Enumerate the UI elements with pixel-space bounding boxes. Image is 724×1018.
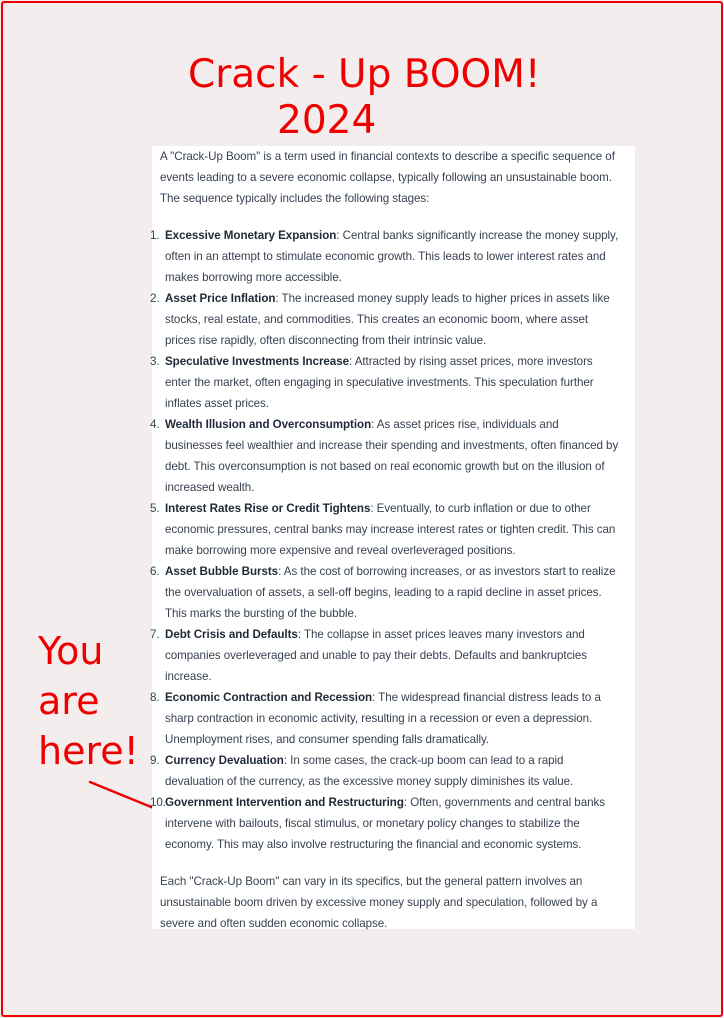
stage-text: : Often, governments and central banks intervene with bailouts, fiscal stimulus, or monetary policy changes to stabilize the economy. This may also involve restructuring the financial and economic systems.: [165, 796, 605, 851]
stage-item: [152, 687, 635, 750]
you-are-here-annotation: [38, 626, 158, 776]
stage-text: : The increased money supply leads to higher prices in assets like stocks, real estate, and commodities. This creates an economic boom, where asset prices rise rapidly, often disconnecting from their intrinsic value.: [165, 292, 610, 347]
stage-heading: Economic Contraction and Recession: [165, 691, 373, 704]
stage-text: : Central banks significantly increase the money supply, often in an attempt to stimulate economic growth. This leads to lower interest rates and makes borrowing more accessible.: [165, 229, 619, 284]
stage-heading: Speculative Investments Increase: [165, 355, 349, 368]
stage-item: [152, 414, 635, 498]
stage-item: [152, 750, 635, 792]
stage-heading: Currency Devaluation: [165, 754, 284, 767]
stage-item: [152, 561, 635, 624]
stage-heading: Excessive Monetary Expansion: [165, 229, 337, 242]
stage-item: [152, 792, 635, 855]
stage-number: 3.: [150, 355, 160, 368]
annotation-line-2: are: [38, 679, 100, 723]
annotation-line-3: here!: [38, 729, 139, 773]
stage-heading: Government Intervention and Restructuring: [165, 796, 404, 809]
stage-number: 10.: [150, 796, 166, 809]
title-line-2: 2024: [277, 98, 377, 143]
stage-item: [152, 225, 635, 288]
stage-number: 8.: [150, 691, 160, 704]
stage-number: 9.: [150, 754, 160, 767]
stage-text: : Attracted by rising asset prices, more investors enter the market, often engaging in speculative investments. This speculation further inflates asset prices.: [165, 355, 594, 410]
page-title: [188, 52, 568, 144]
stage-number: 5.: [150, 502, 160, 515]
stage-number: 1.: [150, 229, 160, 242]
stage-heading: Asset Price Inflation: [165, 292, 276, 305]
title-line-1: Crack - Up BOOM!: [188, 52, 541, 97]
stage-item: [152, 624, 635, 687]
intro-paragraph: A "Crack-Up Boom" is a term used in financial contexts to describe a specific sequence of events leading to a severe economic collapse, typically following an unsustainable boom. The sequence typically includes the following stages:: [160, 150, 615, 205]
stage-item: [152, 498, 635, 561]
stage-text: : As asset prices rise, individuals and businesses feel wealthier and increase their spending and investments, often financed by debt. This overconsumption is not based on real economic growth but on the illusion of increased wealth.: [165, 418, 619, 494]
stage-text: : In some cases, the crack-up boom can lead to a rapid devaluation of the currency, as the excessive money supply diminishes its value.: [165, 754, 574, 788]
stage-number: 2.: [150, 292, 160, 305]
stage-text: : Eventually, to curb inflation or due to other economic pressures, central banks may increase interest rates or tighten credit. This can make borrowing more expensive and reveal overleveraged positions.: [165, 502, 616, 557]
stage-heading: Interest Rates Rise or Credit Tightens: [165, 502, 371, 515]
stage-number: 7.: [150, 628, 160, 641]
stage-text: : The widespread financial distress leads to a sharp contraction in economic activity, resulting in a recession or even a depression. Unemployment rises, and consumer spending falls dramatically.: [165, 691, 601, 746]
document-screenshot: [152, 146, 635, 929]
stage-heading: Debt Crisis and Defaults: [165, 628, 298, 641]
stage-item: [152, 288, 635, 351]
annotation-line-1: You: [38, 629, 104, 673]
stage-heading: Asset Bubble Bursts: [165, 565, 279, 578]
stage-heading: Wealth Illusion and Overconsumption: [165, 418, 372, 431]
stage-item: [152, 351, 635, 414]
stage-number: 6.: [150, 565, 160, 578]
stage-list: [152, 225, 635, 855]
stage-number: 4.: [150, 418, 160, 431]
stage-text: : As the cost of borrowing increases, or as investors start to realize the overvaluation of assets, a sell-off begins, leading to a rapid decline in asset prices. This marks the bursting of the bubble.: [165, 565, 616, 620]
outro-paragraph: Each "Crack-Up Boom" can vary in its specifics, but the general pattern involves an unsustainable boom driven by excessive money supply and speculation, followed by a severe and often sudden economic collapse.: [160, 875, 598, 930]
stage-text: : The collapse in asset prices leaves many investors and companies overleveraged and unable to pay their debts. Defaults and bankruptcies increase.: [165, 628, 588, 683]
